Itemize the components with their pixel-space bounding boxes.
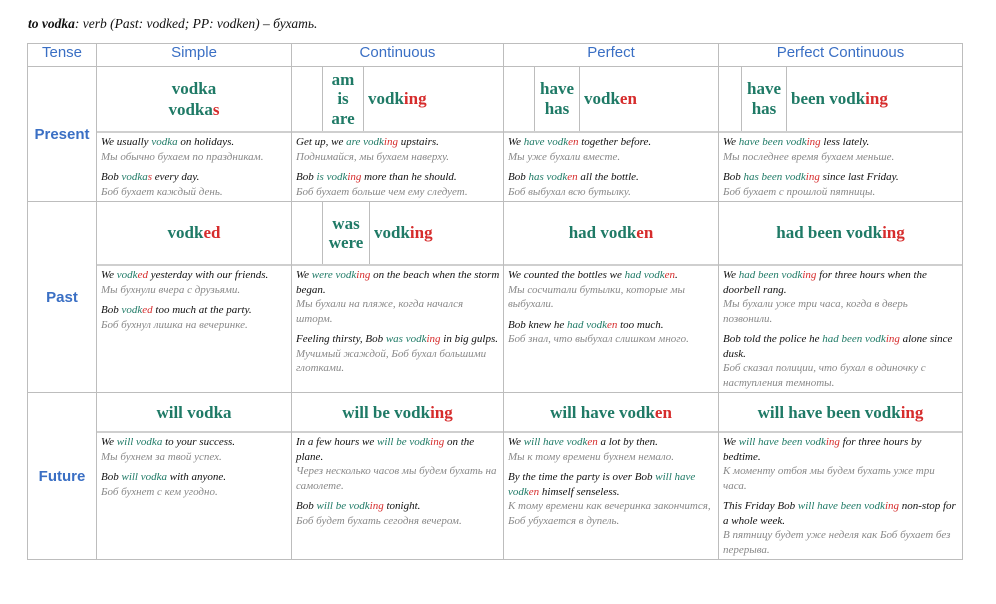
examples-past-perfect: We counted the bottles we had vodken. Мы сосчитали бутылки, которые мы выбухали. Bob knew he had vodken too much. Боб знал, что выбухал слишком много. [508, 269, 689, 346]
form-past-perfect-continuous: had been vodking [719, 202, 962, 266]
cell-past-simple [97, 202, 292, 393]
examples-past-perfect-continuous: We had been vodking for three hours when the doorbell rang. Мы бухали уже три часа, когда в дверь позвонили. Bob told the police he had been vodking alone since dusk. Боб сказал полиции, что бухал в одиночку с наступления темноты. [723, 269, 953, 389]
header-perfect-continuous: Perfect Continuous [719, 44, 963, 67]
cell-present-perfect-continuous [719, 67, 963, 202]
cell-past-continuous [292, 202, 504, 393]
cell-future-perfect [504, 393, 719, 560]
table-row-past [28, 202, 963, 393]
cell-future-perfect-continuous [719, 393, 963, 560]
form-present-perfect-continuous: have has been vodk ing [719, 67, 962, 133]
examples-past-simple: We vodked yesterday with our friends. Мы бухнули вчера с друзьями. Bob vodked too much at the party. Боб бухнул лишка на вечеринке. [101, 269, 269, 331]
header-perfect: Perfect [504, 44, 719, 67]
header-continuous: Continuous [292, 44, 504, 67]
form-future-simple: will vodka [97, 393, 291, 433]
cell-present-simple [97, 67, 292, 202]
examples-future-perfect: We will have vodken a lot by then. Мы к тому времени бухнем немало. By the time the party is over Bob will have vodken himself senseless. К тому времени как вечеринка закончится, Боб убухается в дупель. [508, 436, 711, 527]
table-row-present [28, 67, 963, 202]
examples-present-perfect: We have vodken together before. Мы уже бухали вместе. Bob has vodken all the bottle. Боб выбухал всю бутылку. [508, 136, 652, 198]
cell-past-perfect [504, 202, 719, 393]
form-future-perfect-continuous: will have been vodking [719, 393, 962, 433]
examples-present-simple: We usually vodka on holidays. Мы обычно бухаем по праздникам. Bob vodkas every day. Боб бухает каждый день. [101, 136, 264, 198]
form-past-perfect: had vodken [504, 202, 718, 266]
tense-label-present: Present [28, 67, 97, 202]
header-tense: Tense [28, 44, 97, 67]
page-title: to vodka: verb (Past: vodked; PP: vodken) – бухать. [28, 16, 318, 31]
tense-table [27, 43, 963, 560]
form-future-continuous: will be vodking [292, 393, 503, 433]
tense-label-past: Past [28, 202, 97, 393]
form-present-simple: vodka vodkas [97, 67, 291, 133]
examples-past-continuous: We were vodking on the beach when the storm began. Мы бухали на пляже, когда начался шторм. Feeling thirsty, Bob was vodking in big gulps. Мучимый жаждой, Боб бухал большими глотками. [296, 269, 500, 375]
cell-present-perfect [504, 67, 719, 202]
header-row [28, 44, 963, 67]
form-present-perfect: have has vodk en [504, 67, 718, 133]
form-past-simple: vodked [97, 202, 291, 266]
table-row-future [28, 393, 963, 560]
cell-future-continuous [292, 393, 504, 560]
examples-future-simple: We will vodka to your success. Мы бухнем за твой успех. Bob will vodka with anyone. Боб бухнет с кем угодно. [101, 436, 236, 498]
cell-present-continuous [292, 67, 504, 202]
header-simple: Simple [97, 44, 292, 67]
form-future-perfect: will have vodken [504, 393, 718, 433]
tense-label-future: Future [28, 393, 97, 560]
examples-present-continuous: Get up, we are vodking upstairs. Поднимайся, мы бухаем наверху. Bob is vodking more than he should. Боб бухает больше чем ему следует. [296, 136, 468, 198]
form-present-continuous: am is are vodk ing [292, 67, 503, 133]
cell-past-perfect-continuous [719, 202, 963, 393]
examples-future-continuous: In a few hours we will be vodking on the plane. Через несколько часов мы будем бухать на самолете. Bob will be vodking tonight. Боб будет бухать сегодня вечером. [296, 436, 497, 527]
examples-present-perfect-continuous: We have been vodking less lately. Мы последнее время бухаем меньше. Bob has been vodking since last Friday. Боб бухает с прошлой пятницы. [723, 136, 899, 198]
examples-future-perfect-continuous: We will have been vodking for three hours by bedtime. К моменту отбоя мы будем бухать уже три часа. This Friday Bob will have been vodking non-stop for a whole week. В пятницу будет уже неделя как Боб бухает без перерыва. [723, 436, 956, 556]
cell-future-simple [97, 393, 292, 560]
form-past-continuous: was were vodk ing [292, 202, 503, 266]
